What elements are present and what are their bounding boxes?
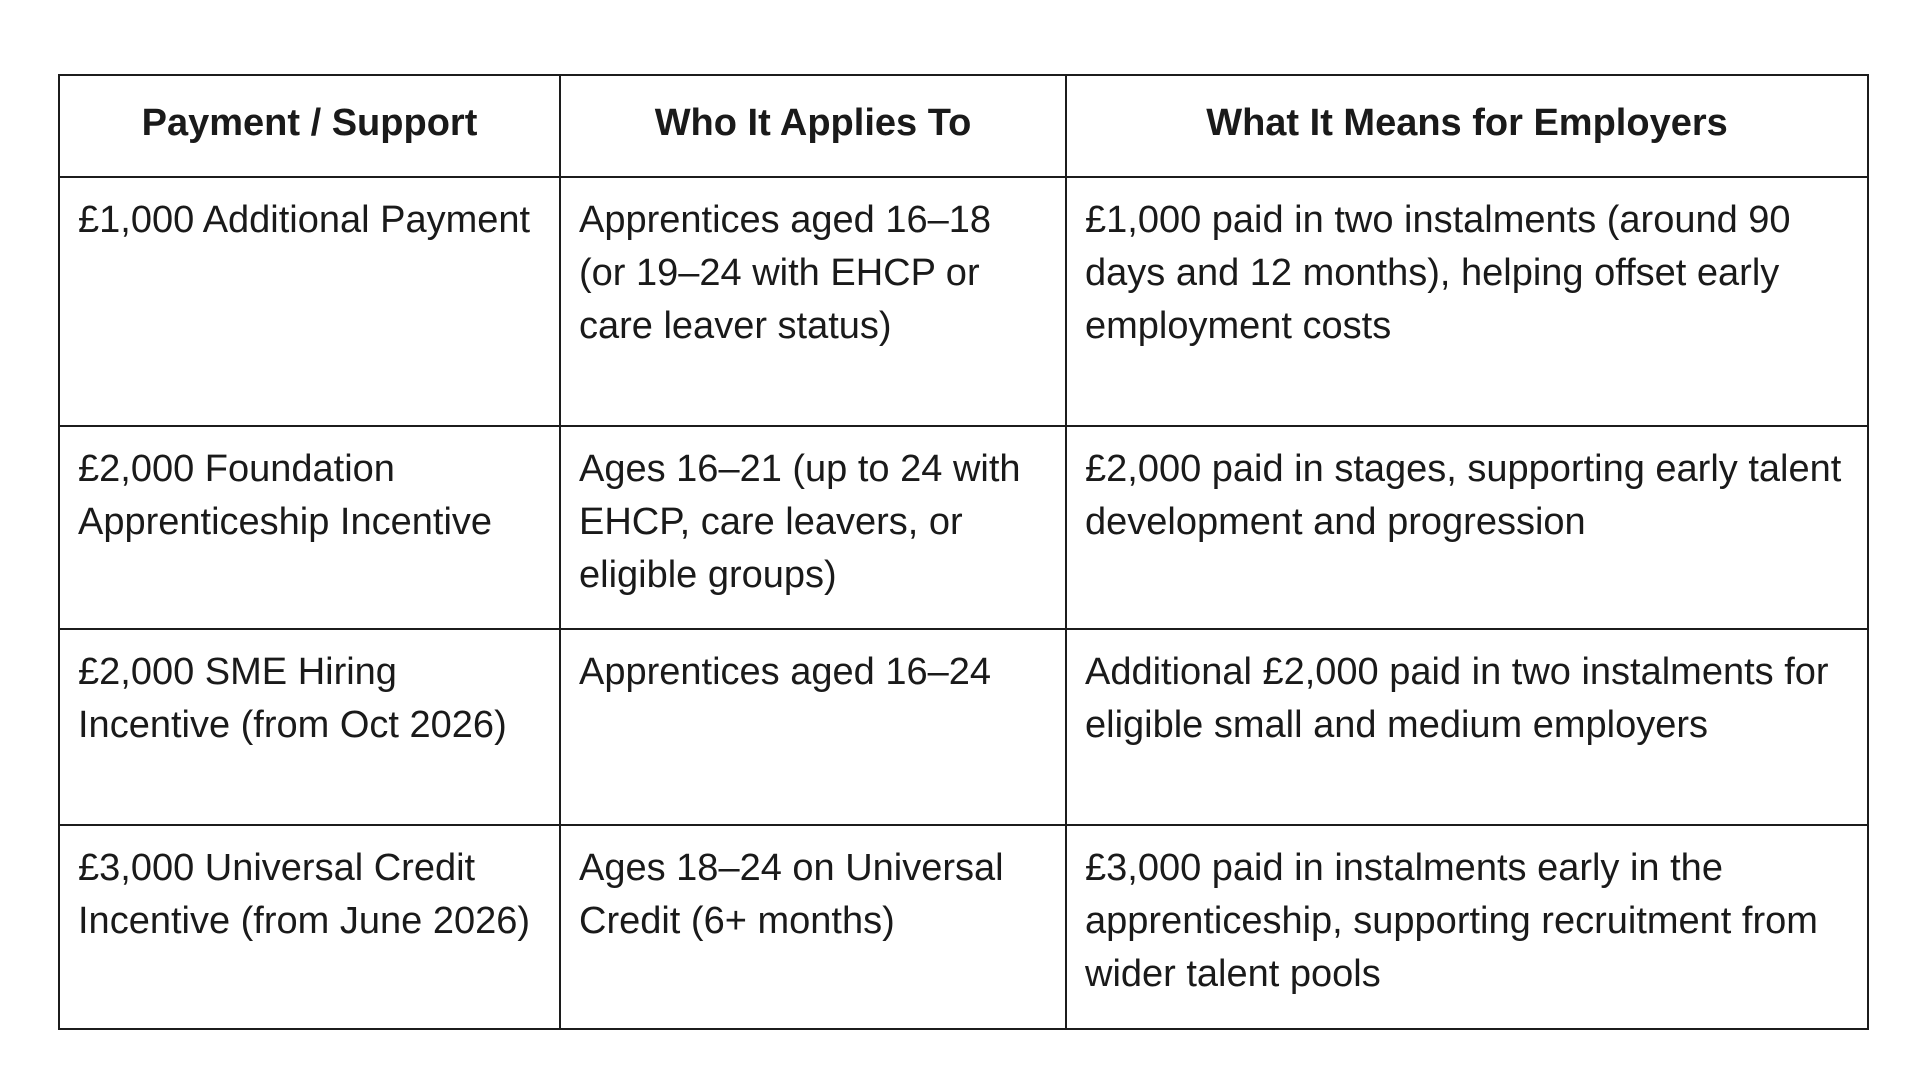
incentives-table-container xyxy=(58,74,1867,1030)
table-row xyxy=(59,629,1868,825)
cell-text: Ages 18–24 on Universal Credit (6+ months) xyxy=(579,847,1004,942)
cell-text: £2,000 SME Hiring Incentive (from Oct 2026) xyxy=(78,651,507,746)
cell-text: £2,000 paid in stages, supporting early talent development and progression xyxy=(1085,448,1842,543)
header-who-it-applies-to: Who It Applies To xyxy=(560,75,1066,177)
cell-meaning xyxy=(1066,177,1868,426)
incentives-table xyxy=(58,74,1869,1030)
cell-payment xyxy=(59,177,560,426)
table-row xyxy=(59,177,1868,426)
cell-text: £3,000 Universal Credit Incentive (from June 2026) xyxy=(78,847,531,942)
cell-text: Apprentices aged 16–18 (or 19–24 with EHCP or care leaver status) xyxy=(579,199,991,347)
cell-text: Apprentices aged 16–24 xyxy=(579,651,991,693)
table-row xyxy=(59,426,1868,629)
cell-payment xyxy=(59,825,560,1029)
cell-text: Ages 16–21 (up to 24 with EHCP, care leavers, or eligible groups) xyxy=(579,448,1021,596)
cell-meaning xyxy=(1066,629,1868,825)
table-row xyxy=(59,825,1868,1029)
cell-applies-to xyxy=(560,177,1066,426)
header-payment-support: Payment / Support xyxy=(59,75,560,177)
header-what-it-means: What It Means for Employers xyxy=(1066,75,1868,177)
cell-text: Additional £2,000 paid in two instalments for eligible small and medium employers xyxy=(1085,651,1829,746)
table-header-row xyxy=(59,75,1868,177)
cell-meaning xyxy=(1066,426,1868,629)
cell-text: £1,000 paid in two instalments (around 90 days and 12 months), helping offset early employment costs xyxy=(1085,199,1791,347)
cell-applies-to xyxy=(560,825,1066,1029)
cell-payment xyxy=(59,426,560,629)
cell-text: £3,000 paid in instalments early in the apprenticeship, supporting recruitment from wider talent pools xyxy=(1085,847,1818,995)
cell-payment xyxy=(59,629,560,825)
cell-applies-to xyxy=(560,629,1066,825)
cell-text: £2,000 Foundation Apprenticeship Incentive xyxy=(78,448,493,543)
cell-meaning xyxy=(1066,825,1868,1029)
cell-text: £1,000 Additional Payment xyxy=(78,199,531,241)
cell-applies-to xyxy=(560,426,1066,629)
